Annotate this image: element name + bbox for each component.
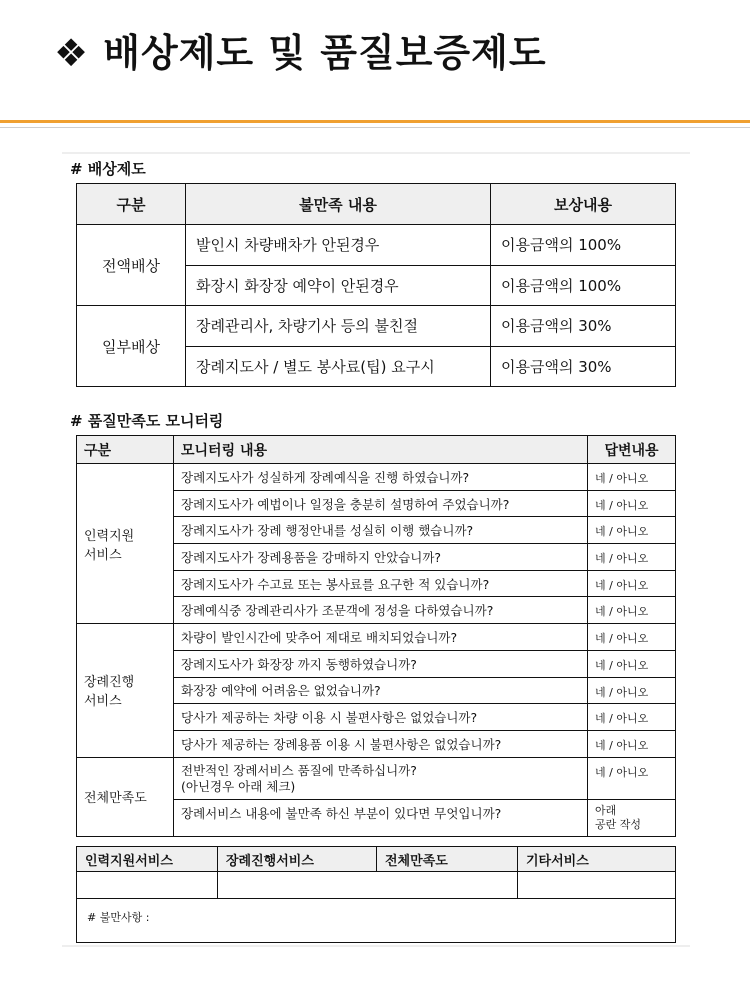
title-underline-orange [0, 120, 750, 123]
question-cell: 장례지도사가 수고료 또는 봉사료를 요구한 적 있습니까? [174, 570, 588, 597]
column-header: 구분 [77, 436, 174, 464]
column-header: 장례진행서비스 [218, 847, 377, 872]
content-cell: 발인시 차량배차가 안된경우 [186, 225, 491, 266]
question-cell: 당사가 제공하는 장례용품 이용 시 불편사항은 없었습니까? [174, 730, 588, 757]
question-cell [174, 757, 588, 799]
complaint-label: # 불만사항 : [87, 911, 150, 924]
column-header: 답변내용 [588, 436, 676, 464]
answer-cell: 네 / 아니오 [588, 517, 676, 544]
category-cell [77, 624, 174, 757]
answer-cell: 네 / 아니오 [588, 464, 676, 491]
answer-cell: 네 / 아니오 [588, 597, 676, 624]
question-cell: 장례지도사가 장례 행정안내를 성실히 이행 했습니까? [174, 517, 588, 544]
answer-cell: 네 / 아니오 [588, 490, 676, 517]
answer-cell: 네 / 아니오 [588, 730, 676, 757]
table-row [77, 225, 676, 266]
category-label: 장례진행 서비스 [84, 675, 135, 710]
column-header: 기타서비스 [518, 847, 676, 872]
question-text: 전반적인 장례서비스 품질에 만족하십니까? (아닌경우 아래 체크) [181, 762, 417, 794]
category-cell: 일부배상 [77, 306, 186, 387]
column-header: 구분 [77, 184, 186, 225]
table-header-row [77, 847, 676, 872]
divider [62, 152, 690, 154]
answer-cell [588, 799, 676, 836]
column-header: 전체만족도 [377, 847, 518, 872]
title-underline-gray [0, 127, 750, 128]
question-cell: 장례지도사가 성실하게 장례예식을 진행 하였습니까? [174, 464, 588, 491]
answer-cell: 네 / 아니오 [588, 704, 676, 731]
column-header: 불만족 내용 [186, 184, 491, 225]
summary-cell-input[interactable] [518, 872, 676, 899]
category-label: 인력지원 서비스 [84, 528, 135, 563]
table-header-row [77, 436, 676, 464]
category-cell: 전체만족도 [77, 757, 174, 836]
question-cell: 화장장 예약에 어려움은 없었습니까? [174, 677, 588, 704]
content-cell: 화장시 화장장 예약이 안된경우 [186, 265, 491, 306]
reward-cell: 이용금액의 30% [491, 346, 676, 387]
reward-cell: 이용금액의 100% [491, 225, 676, 266]
table-header-row [77, 184, 676, 225]
reward-cell: 이용금액의 30% [491, 306, 676, 347]
question-cell: 장례지도사가 화장장 까지 동행하였습니까? [174, 650, 588, 677]
page-title: ❖ 배상제도 및 품질보증제도 [54, 31, 547, 75]
column-header: 모니터링 내용 [174, 436, 588, 464]
summary-table [76, 846, 676, 943]
question-cell: 당사가 제공하는 차량 이용 시 불편사항은 없었습니까? [174, 704, 588, 731]
question-cell: 장례서비스 내용에 불만족 하신 부분이 있다면 무엇입니까? [174, 799, 588, 836]
answer-cell: 네 / 아니오 [588, 757, 676, 799]
answer-cell: 네 / 아니오 [588, 624, 676, 651]
table-row [77, 899, 676, 943]
table-row [77, 872, 676, 899]
title-area [0, 0, 750, 135]
question-cell: 장례지도사가 장례용품을 강매하지 안았습니까? [174, 544, 588, 571]
answer-text: 아래 공란 작성 [595, 803, 642, 831]
table-row [77, 464, 676, 491]
question-cell: 장례예식중 장례관리사가 조문객에 정성을 다하였습니까? [174, 597, 588, 624]
column-header: 인력지원서비스 [77, 847, 218, 872]
compensation-heading: # 배상제도 [70, 160, 146, 178]
answer-cell: 네 / 아니오 [588, 544, 676, 571]
question-cell: 차량이 발인시간에 맞추어 제대로 배치되었습니까? [174, 624, 588, 651]
table-row [77, 757, 676, 799]
answer-cell: 네 / 아니오 [588, 650, 676, 677]
complaint-field[interactable] [77, 899, 676, 943]
question-cell: 장례지도사가 예법이나 일정을 충분히 설명하여 주었습니까? [174, 490, 588, 517]
table-row [77, 306, 676, 347]
answer-cell: 네 / 아니오 [588, 570, 676, 597]
summary-cell-input[interactable] [77, 872, 218, 899]
table-row [77, 624, 676, 651]
reward-cell: 이용금액의 100% [491, 265, 676, 306]
compensation-table [76, 183, 676, 387]
content-cell: 장례관리사, 차량기사 등의 불친절 [186, 306, 491, 347]
content-cell: 장례지도사 / 별도 봉사료(팁) 요구시 [186, 346, 491, 387]
monitoring-table [76, 435, 676, 837]
summary-cell-input[interactable] [218, 872, 518, 899]
answer-cell: 네 / 아니오 [588, 677, 676, 704]
category-cell [77, 464, 174, 624]
category-cell: 전액배상 [77, 225, 186, 306]
monitoring-heading: # 품질만족도 모니터링 [70, 412, 224, 430]
divider [62, 945, 690, 947]
column-header: 보상내용 [491, 184, 676, 225]
